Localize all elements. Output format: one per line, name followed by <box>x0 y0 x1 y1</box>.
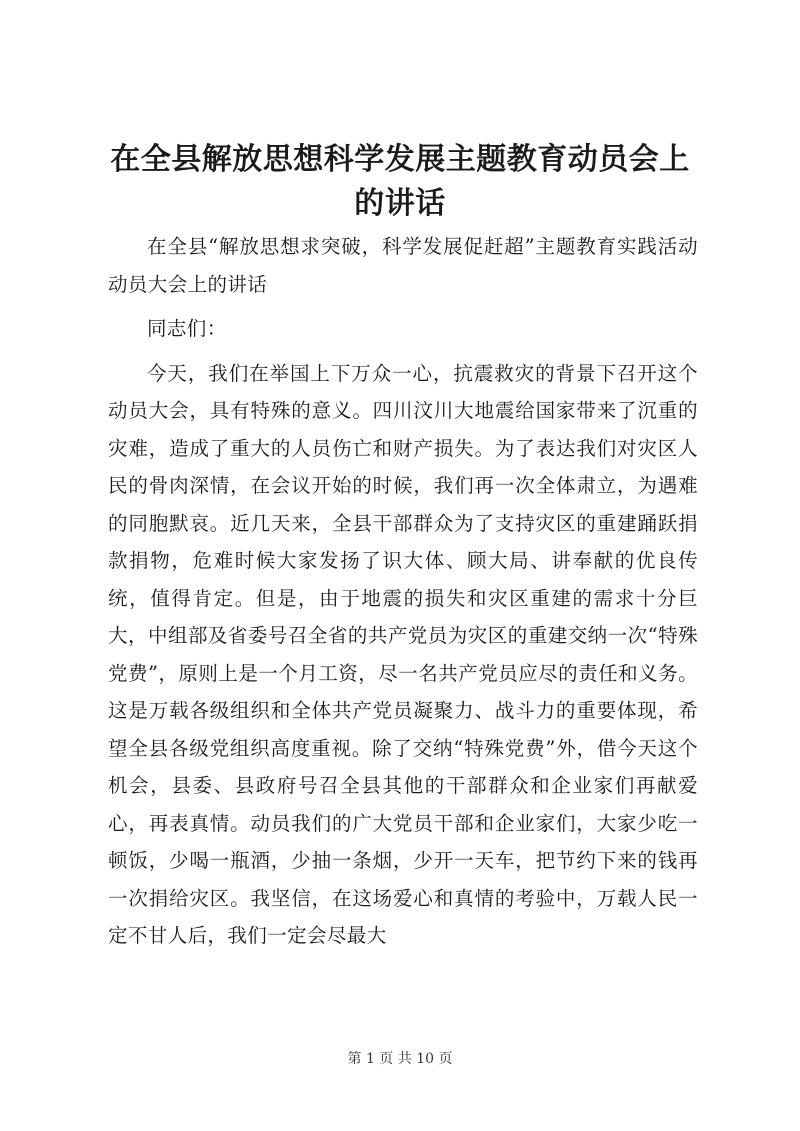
salutation: 同志们： <box>147 317 227 340</box>
page-footer: 第 1 页 共 10 页 <box>347 1051 453 1067</box>
subtitle-paragraph: 在全县“解放思想求突破，科学发展促赶超”主题教育实践活动动员大会上的讲话 <box>108 235 698 296</box>
document-title: 在全县解放思想科学发展主题教育动员会上的讲话 <box>110 142 690 221</box>
document-body <box>108 228 698 955</box>
body-paragraph: 今天，我们在举国上下万众一心，抗震救灾的背景下召开这个动员大会，具有特殊的意义。四川汶川大地震给国家带来了沉重的灾难，造成了重大的人员伤亡和财产损失。为了表达我们对灾区人民的骨肉深情，在会议开始的时候，我们再一次全体肃立，为遇难的同胞默哀。近几天来，全县干部群众为了支持灾区的重建踊跃捐款捐物，危难时候大家发扬了识大体、顾大局、讲奉献的优良传统，值得肯定。但是，由于地震的损失和灾区重建的需求十分巨大，中组部及省委号召全省的共产党员为灾区的重建交纳一次“特殊党费”，原则上是一个月工资，尽一名共产党员应尽的责任和义务。这是万载各级组织和全体共产党员凝聚力、战斗力的重要体现，希望全县各级党组织高度重视。除了交纳“特殊党费”外，借今天这个机会，县委、县政府号召全县其他的干部群众和企业家们再献爱心，再表真情。动员我们的广大党员干部和企业家们，大家少吃一顿饭，少喝一瓶酒，少抽一条烟，少开一天车，把节约下来的钱再一次捐给灾区。我坚信，在这场爱心和真情的考验中，万载人民一定不甘人后，我们一定会尽最大 <box>108 361 698 947</box>
